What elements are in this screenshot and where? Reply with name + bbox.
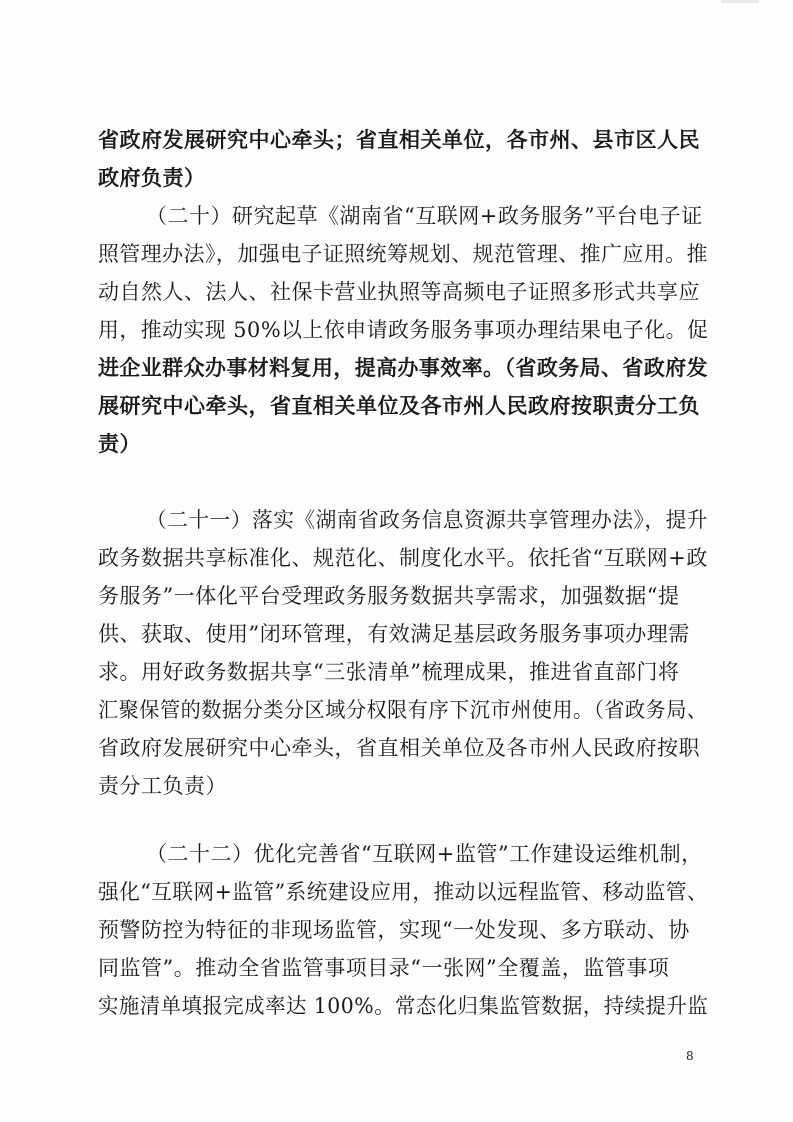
text-line-15: 汇聚保管的数据分类分区域分权限有序下沉市州使用。（省政务局、 [98,698,708,722]
text-line-22: 实施清单填报完成率达 100%。常态化归集监管数据，持续提升监 [98,994,709,1018]
text-line-16: 省政府发展研究中心牵头，省直相关单位及各市州人民政府按职 [98,736,700,760]
page-number: 8 [686,1049,694,1063]
text-line-20: 预警防控为特征的非现场监管，实现“一处发现、多方联动、协 [98,918,690,942]
text-line-18: （二十二）优化完善省“互联网+监管”工作建设运维机制， [146,842,703,866]
text-line-19: 强化“互联网+监管”系统建设应用，推动以远程监管、移动监管、 [98,880,709,904]
text-line-5: 动自然人、法人、社保卡营业执照等高频电子证照多形式共享应 [98,280,700,304]
text-line-13: 供、获取、使用”闭环管理，有效满足基层政务服务事项办理需 [98,622,690,646]
text-line-11: 政务数据共享标准化、规范化、制度化水平。依托省“互联网+政 [98,546,708,570]
text-line-21: 同监管”。推动全省监管事项目录“一张网”全覆盖，监管事项 [98,956,670,980]
text-line-14: 求。用好政务数据共享“三张清单”梳理成果，推进省直部门将 [98,660,680,684]
text-line-8: 展研究中心牵头，省直相关单位及各市州人民政府按职责分工负 [98,393,700,418]
text-line-9: 责） [98,431,141,456]
text-line-10: （二十一）落实《湖南省政务信息资源共享管理办法》，提升 [146,508,708,532]
text-line-4: 照管理办法》，加强电子证照统筹规划、规范管理、推广应用。推 [98,242,708,266]
text-line-6: 用，推动实现 50%以上依申请政务服务事项办理结果电子化。促 [98,318,709,342]
scan-edge-mark [721,0,759,3]
text-line-3: （二十）研究起草《湖南省“互联网+政务服务”平台电子证 [146,204,703,228]
text-line-2: 政府负责） [98,165,206,190]
text-line-7: 进企业群众办事材料复用，提高办事效率。（省政务局、省政府发 [98,355,708,380]
text-line-1: 省政府发展研究中心牵头；省直相关单位，各市州、县市区人民 [98,127,700,152]
text-line-12: 务服务”一体化平台受理政务服务数据共享需求，加强数据“提 [98,584,680,608]
text-line-17: 责分工负责） [98,774,227,798]
